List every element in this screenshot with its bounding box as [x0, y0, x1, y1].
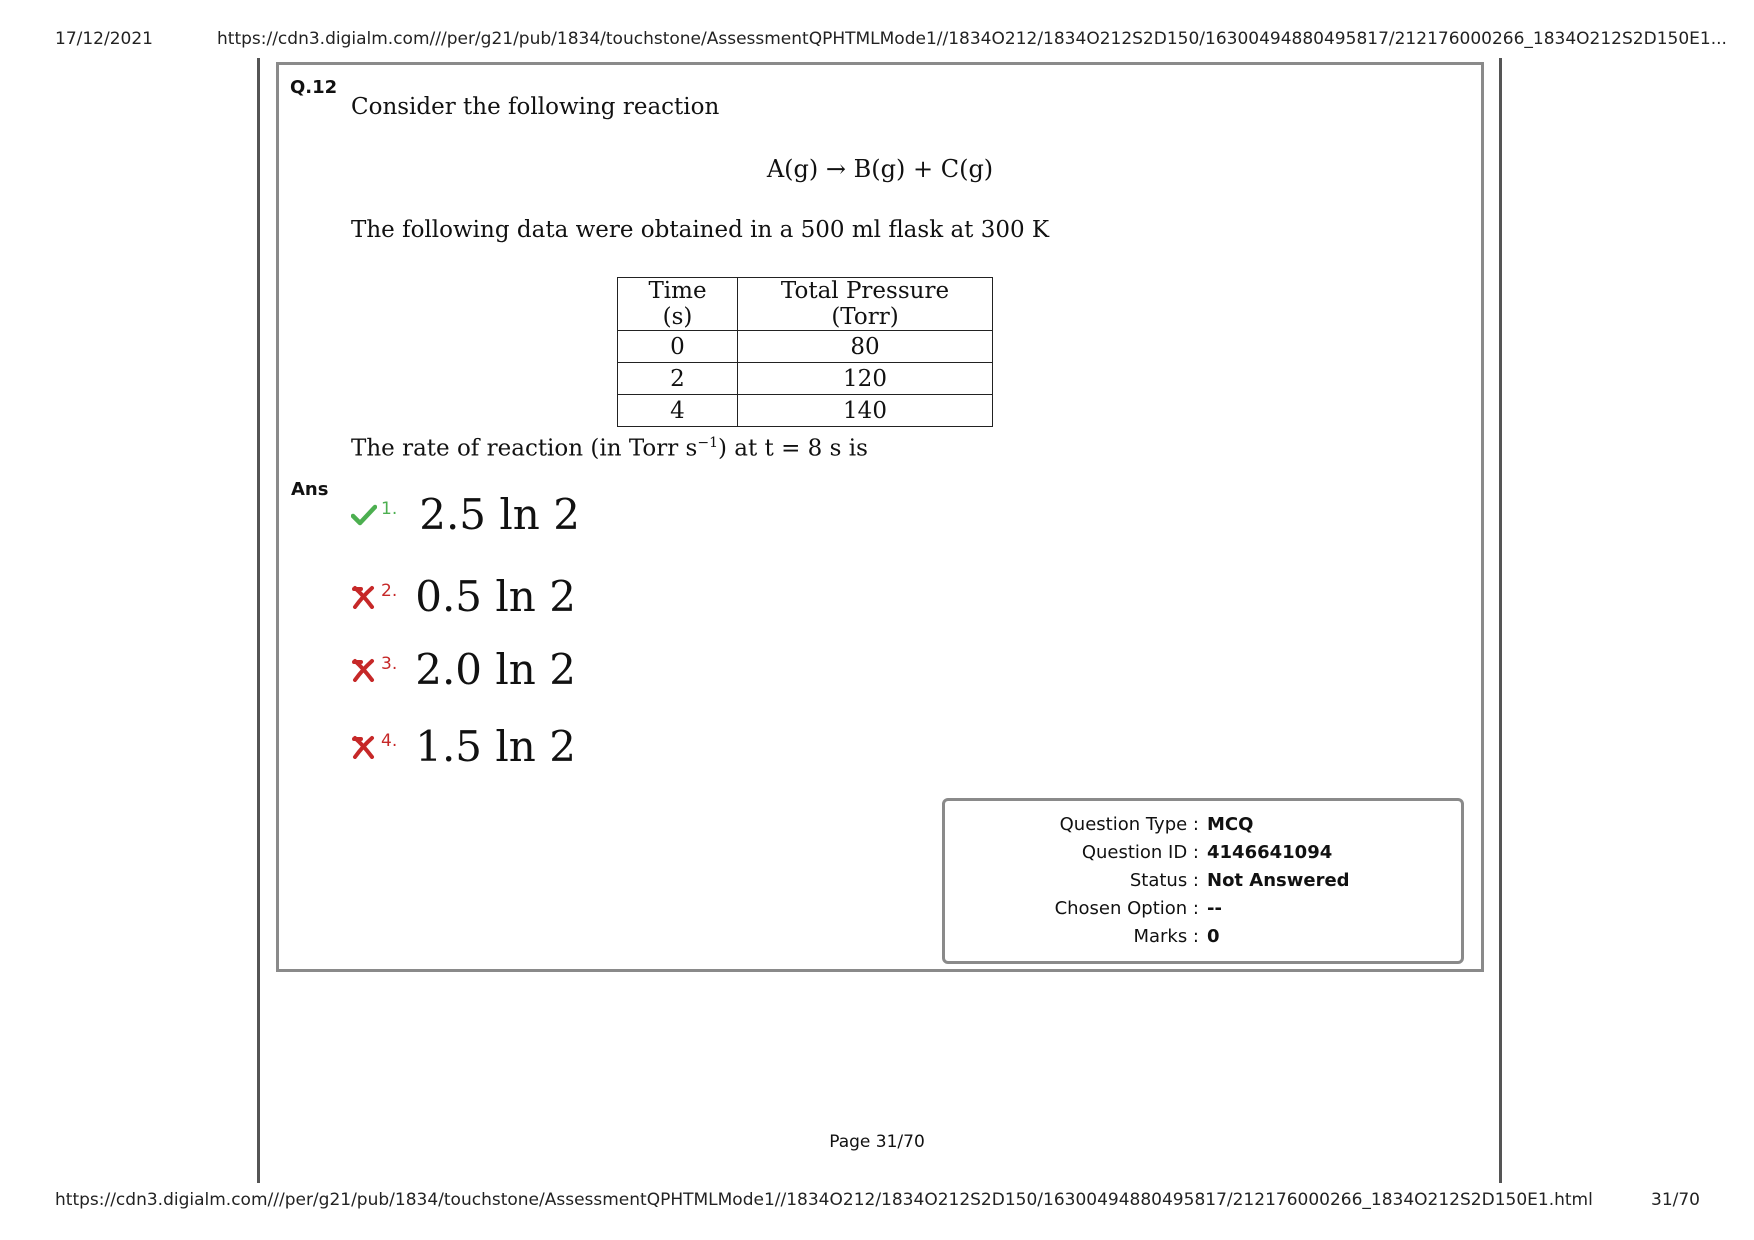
page-number: Page 31/70 [829, 1132, 925, 1152]
option-number: 2. [381, 580, 398, 601]
question-id-label: Question ID : [1081, 842, 1199, 863]
answer-option-1 [351, 490, 580, 539]
question-info-box [942, 798, 1464, 964]
chosen-option-value: -- [1207, 898, 1222, 919]
data-table [617, 277, 993, 427]
table-row [618, 395, 993, 427]
table-row [618, 331, 993, 363]
question-intro: Consider the following reaction [351, 94, 720, 120]
option-number: 1. [381, 498, 398, 519]
marks-value: 0 [1207, 926, 1220, 947]
cross-mark-icon [351, 585, 377, 609]
page-border-left [257, 58, 260, 1183]
question-text-suffix: ) at t = 8 s is [718, 435, 868, 462]
page-border-right [1499, 58, 1502, 1183]
check-mark-icon [351, 503, 377, 527]
info-row-type [945, 814, 1461, 842]
data-description: The following data were obtained in a 500 ml flask at 300 K [351, 217, 1050, 243]
answer-option-2 [351, 572, 576, 621]
print-footer-url: https://cdn3.digialm.com///per/g21/pub/1834/touchstone/AssessmentQPHTMLMode1//1834O212/1834O212S2D150/16300494880495817/212176000266_1834O212S2D150E1.html [55, 1190, 1593, 1210]
print-date: 17/12/2021 [55, 29, 153, 49]
option-text: 2.5 ln 2 [419, 490, 580, 539]
info-row-status [945, 870, 1461, 898]
reaction-equation: A(g) → B(g) + C(g) [766, 155, 994, 183]
table-cell-time: 4 [618, 395, 738, 427]
info-row-chosen [945, 898, 1461, 926]
option-number: 4. [381, 730, 398, 751]
question-text-prefix: The rate of reaction (in Torr s [351, 435, 698, 462]
table-header-row [618, 278, 993, 331]
question-text-exponent: −1 [697, 435, 718, 451]
print-footer-page: 31/70 [1651, 1190, 1700, 1210]
answer-option-4 [351, 722, 576, 771]
table-row [618, 363, 993, 395]
question-id-value: 4146641094 [1207, 842, 1333, 863]
table-cell-time: 2 [618, 363, 738, 395]
marks-label: Marks : [1133, 926, 1199, 947]
table-header-time: Time (s) [618, 278, 738, 331]
question-text [351, 435, 868, 462]
table-cell-pressure: 120 [738, 363, 993, 395]
question-box [276, 62, 1484, 972]
question-number: Q.12 [290, 77, 338, 98]
answer-label: Ans [291, 479, 329, 500]
cross-mark-icon [351, 658, 377, 682]
option-number: 3. [381, 653, 398, 674]
status-label: Status : [1129, 870, 1199, 891]
question-type-value: MCQ [1207, 814, 1254, 835]
info-row-marks [945, 926, 1461, 954]
print-header-url: https://cdn3.digialm.com///per/g21/pub/1834/touchstone/AssessmentQPHTMLMode1//1834O212/1834O212S2D150/16300494880495817/212176000266_1834O212S2D150E1... [217, 29, 1727, 49]
table-header-pressure: Total Pressure (Torr) [738, 278, 993, 331]
info-row-id [945, 842, 1461, 870]
option-text: 0.5 ln 2 [415, 572, 576, 621]
option-text: 2.0 ln 2 [415, 645, 576, 694]
question-type-label: Question Type : [1059, 814, 1199, 835]
table-cell-time: 0 [618, 331, 738, 363]
chosen-option-label: Chosen Option : [1054, 898, 1199, 919]
table-cell-pressure: 80 [738, 331, 993, 363]
table-cell-pressure: 140 [738, 395, 993, 427]
cross-mark-icon [351, 735, 377, 759]
option-text: 1.5 ln 2 [415, 722, 576, 771]
answer-option-3 [351, 645, 576, 694]
status-value: Not Answered [1207, 870, 1350, 891]
